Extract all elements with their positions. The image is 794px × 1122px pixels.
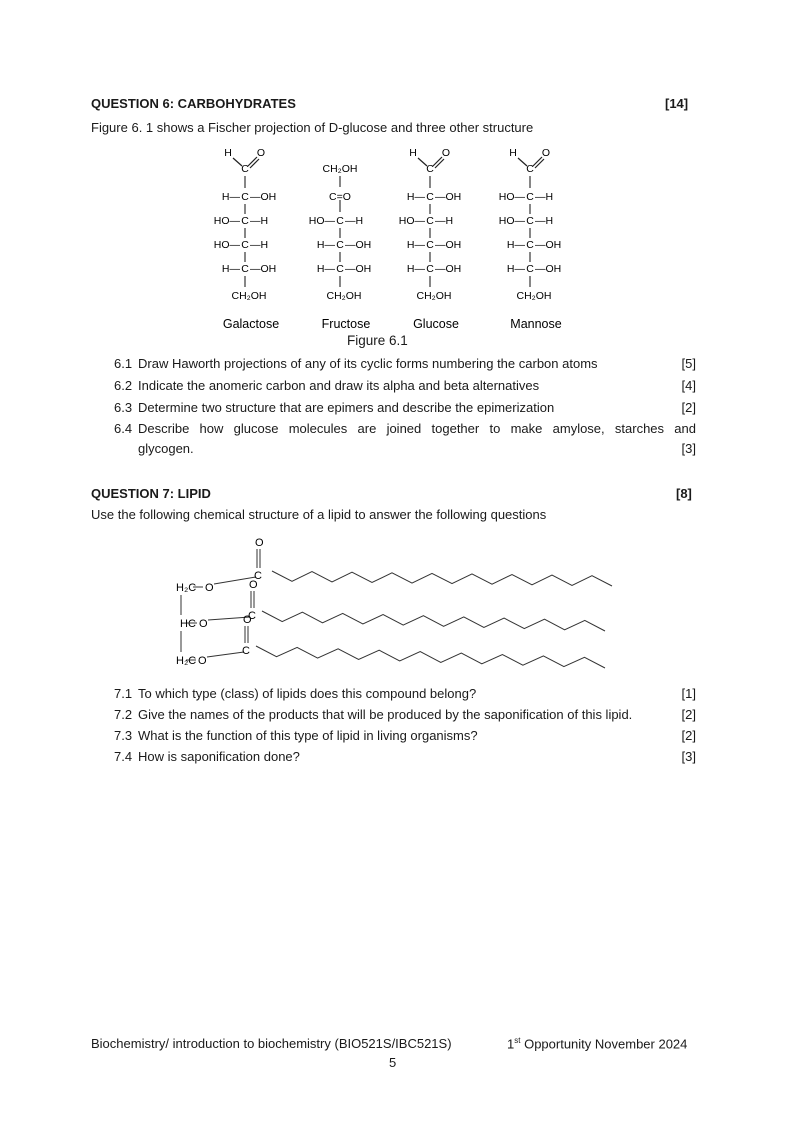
right-substituent: —OH	[535, 239, 562, 251]
sugar-name-galactose: Galactose	[222, 317, 280, 331]
oxygen-label: O	[256, 147, 266, 159]
figure-caption: Figure 6.1	[347, 333, 408, 348]
carbon-label: C	[526, 239, 534, 251]
question-number: 6.2	[114, 378, 133, 393]
question-item-7-4	[114, 749, 696, 764]
left-substituent: H—	[506, 239, 525, 251]
glycerol-c2-label: HC	[180, 618, 196, 630]
question-item-6-3	[114, 400, 696, 415]
question-number: 6.3	[114, 400, 133, 415]
glycerol-c3-label: H₂C	[176, 655, 197, 667]
carbonyl-carbon-label: C	[254, 570, 262, 582]
left-substituent: H—	[406, 191, 425, 203]
left-substituent: HO—	[213, 215, 240, 227]
double-bond	[248, 157, 257, 166]
sugar-name-fructose: Fructose	[321, 317, 371, 331]
question-text: Indicate the anomeric carbon and draw its alpha and beta alternatives	[138, 378, 540, 393]
double-bond	[535, 159, 544, 168]
right-substituent: —H	[535, 191, 554, 203]
carbon-label: C	[241, 263, 249, 275]
fischer-projections-figure	[0, 140, 794, 340]
footer-ordinal: 1	[507, 1036, 515, 1052]
right-substituent: —H	[535, 215, 554, 227]
right-substituent: —OH	[345, 239, 372, 251]
carbon-label: C	[426, 263, 434, 275]
question-item-7-1	[114, 686, 696, 701]
right-substituent: —H	[345, 215, 364, 227]
question-7-marks: [8]	[676, 486, 692, 501]
question-7-intro: Use the following chemical structure of a lipid to answer the following questions	[91, 507, 547, 522]
triglyceride-structure	[0, 535, 794, 675]
question-item-7-3	[114, 728, 696, 743]
oxygen-label: O	[441, 147, 451, 159]
right-substituent: —OH	[435, 191, 462, 203]
fatty-acid-chain-3	[256, 646, 605, 668]
question-marks: [2]	[681, 728, 696, 743]
left-substituent: H—	[406, 239, 425, 251]
question-item-6-4	[114, 421, 696, 456]
fatty-acid-chain-2	[262, 611, 605, 631]
right-substituent: —OH	[250, 263, 277, 275]
double-bond	[435, 159, 444, 168]
question-marks: [5]	[681, 356, 696, 371]
ch2oh-label: CH₂OH	[326, 290, 362, 302]
question-number: 7.2	[114, 707, 133, 722]
right-substituent: —OH	[535, 263, 562, 275]
right-substituent: —OH	[345, 263, 372, 275]
carbonyl-oxygen-label: O	[255, 537, 264, 549]
carbon-label: C	[526, 191, 534, 203]
ester-oxygen-label: O	[205, 582, 214, 594]
ester-oxygen-label: O	[198, 655, 207, 667]
right-substituent: —OH	[250, 191, 277, 203]
carbon-label: C	[426, 163, 434, 175]
question-item-6-2	[114, 378, 696, 393]
question-number: 6.1	[114, 356, 133, 371]
question-6-intro: Figure 6. 1 shows a Fischer projection of D-glucose and three other structure	[91, 120, 534, 135]
carbon-label: C	[336, 263, 344, 275]
carbon-label: C	[241, 215, 249, 227]
question-text: To which type (class) of lipids does this compound belong?	[138, 686, 477, 701]
left-substituent: H—	[406, 263, 425, 275]
question-marks: [3]	[681, 749, 696, 764]
question-text: How is saponification done?	[138, 749, 300, 764]
glycerol-c1-label: H₂C	[176, 582, 197, 594]
question-7-title: QUESTION 7: LIPID	[91, 486, 211, 501]
double-bond	[533, 157, 542, 166]
question-6-title: QUESTION 6: CARBOHYDRATES	[91, 96, 296, 111]
carbon-label: C	[526, 215, 534, 227]
question-text: Determine two structure that are epimers and describe the epimerization	[138, 400, 555, 415]
carbonyl-carbon-label: C	[248, 610, 256, 622]
question-number: 7.1	[114, 686, 133, 701]
page-number: 5	[389, 1055, 397, 1070]
hydrogen-label: H	[224, 147, 232, 159]
carbonyl-oxygen-label: O	[249, 579, 258, 591]
footer-opportunity	[507, 1036, 687, 1051]
carbonyl-oxygen-label: O	[243, 614, 252, 626]
right-substituent: —H	[250, 215, 269, 227]
question-number: 7.3	[114, 728, 133, 743]
question-marks: [2]	[681, 707, 696, 722]
question-text: Draw Haworth projections of any of its cyclic forms numbering the carbon atoms	[138, 356, 598, 371]
double-bond	[433, 157, 442, 166]
carbon-label: C	[426, 239, 434, 251]
question-marks: [3]	[681, 441, 696, 456]
ch2oh-label: CH₂OH	[322, 163, 358, 175]
carbon-label: C	[336, 215, 344, 227]
carbon-label: C	[426, 191, 434, 203]
hydrogen-label: H	[509, 147, 517, 159]
carbon-label: C	[336, 239, 344, 251]
carbonyl-label: C=O	[329, 191, 351, 203]
double-bond	[250, 159, 259, 168]
question-marks: [2]	[681, 400, 696, 415]
question-marks: [1]	[681, 686, 696, 701]
question-text-continued: glycogen.	[138, 441, 194, 456]
question-number: 7.4	[114, 749, 133, 764]
left-substituent: H—	[316, 239, 335, 251]
ch2oh-label: CH₂OH	[516, 290, 552, 302]
oxygen-label: O	[541, 147, 551, 159]
left-substituent: HO—	[498, 215, 525, 227]
question-marks: [4]	[681, 378, 696, 393]
carbon-label: C	[426, 215, 434, 227]
fatty-acid-chain-1	[272, 571, 612, 586]
left-substituent: H—	[221, 263, 240, 275]
left-substituent: HO—	[498, 191, 525, 203]
hydrogen-label: H	[409, 147, 417, 159]
carbon-label: C	[241, 239, 249, 251]
footer-course: Biochemistry/ introduction to biochemistry (BIO521S/IBC521S)	[91, 1036, 452, 1051]
ester-oxygen-label: O	[199, 618, 208, 630]
left-substituent: H—	[316, 263, 335, 275]
question-item-6-1	[114, 356, 696, 371]
carbonyl-carbon-label: C	[242, 645, 250, 657]
ch2oh-label: CH₂OH	[231, 290, 267, 302]
left-substituent: H—	[506, 263, 525, 275]
carbon-label: C	[526, 263, 534, 275]
left-substituent: H—	[221, 191, 240, 203]
carbon-label: C	[241, 191, 249, 203]
sugar-name-mannose: Mannose	[510, 317, 562, 331]
right-substituent: —OH	[435, 263, 462, 275]
footer-opportunity-text: Opportunity November 2024	[520, 1036, 688, 1052]
sugar-name-glucose: Glucose	[413, 317, 459, 331]
left-substituent: HO—	[398, 215, 425, 227]
ch2oh-label: CH₂OH	[416, 290, 452, 302]
right-substituent: —H	[250, 239, 269, 251]
carbon-label: C	[241, 163, 249, 175]
right-substituent: —OH	[435, 239, 462, 251]
right-substituent: —H	[435, 215, 454, 227]
left-substituent: HO—	[213, 239, 240, 251]
question-item-7-2	[114, 707, 696, 722]
ester-bond	[207, 652, 244, 657]
carbon-label: C	[526, 163, 534, 175]
question-text: Give the names of the products that will be produced by the saponification of this lipid.	[138, 707, 633, 722]
left-substituent: HO—	[308, 215, 335, 227]
footer-ordinal-suffix: st	[514, 1036, 521, 1045]
question-text: Describe how glucose molecules are joined together to make amylose, starches and	[138, 421, 696, 436]
question-number: 6.4	[114, 421, 133, 436]
question-6-marks: [14]	[665, 96, 689, 111]
question-text: What is the function of this type of lipid in living organisms?	[138, 728, 478, 743]
